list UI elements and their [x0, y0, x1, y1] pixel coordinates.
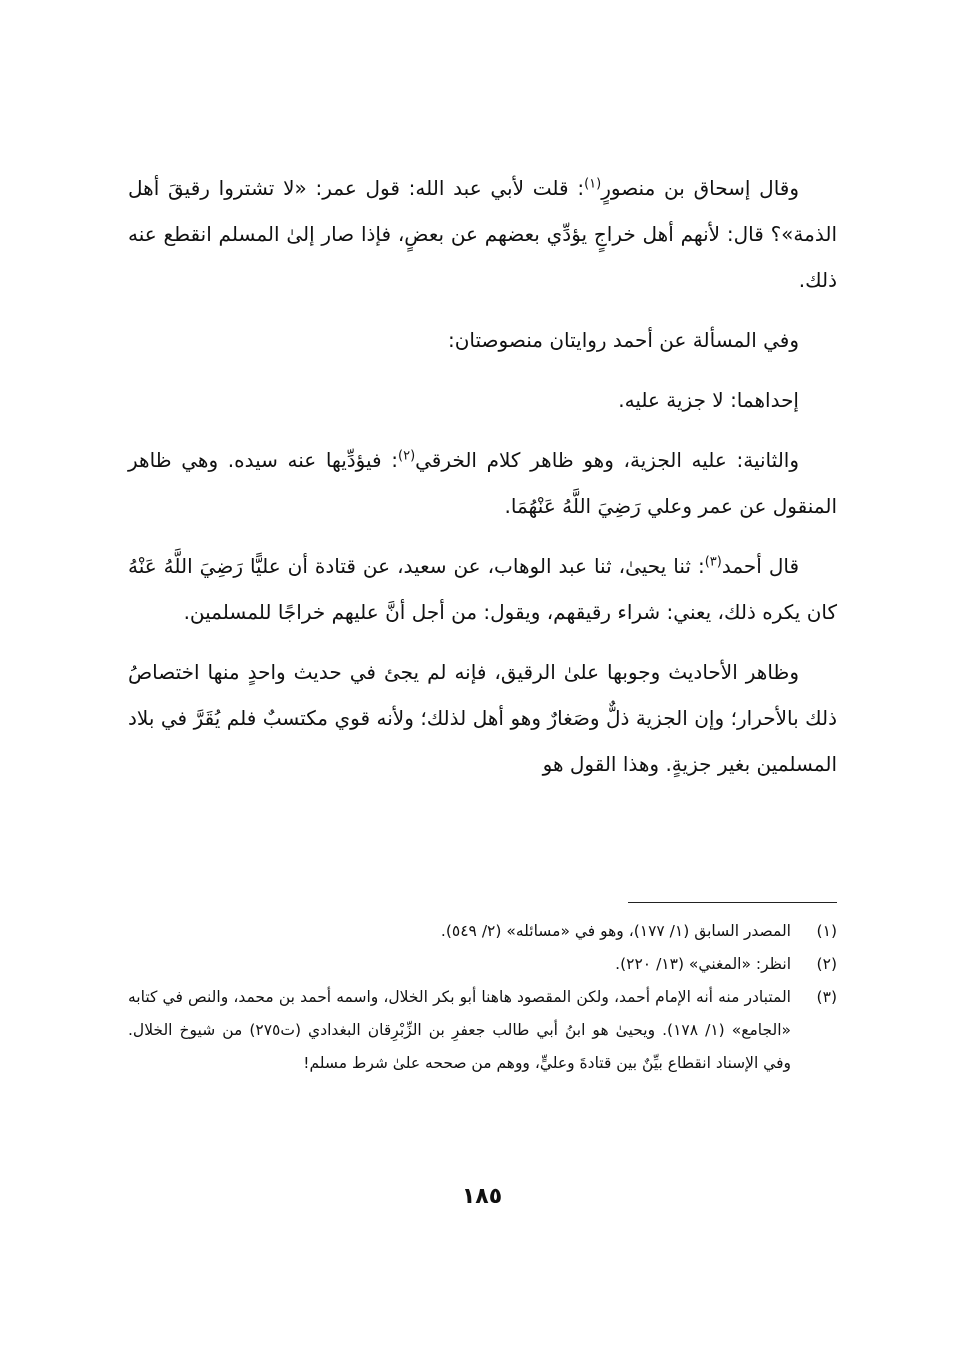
paragraph-1: [128, 165, 837, 303]
paragraph-text: إحداهما: لا جزية عليه.: [618, 388, 799, 412]
footnote-divider: [628, 902, 837, 903]
paragraph-2: [128, 317, 837, 363]
footnote-3: [128, 981, 837, 1080]
footnote-number: (١): [816, 922, 837, 940]
paragraph-text: : قلت لأبي عبد الله: قول عمر: «لا تشتروا رقيقَ أهل الذمة»؟ قال: لأنهم أهل خراجٍ يؤدِّي بعضهم عن بعضٍ، فإذا صار إلىٰ المسلم انقطع عنه ذلك.: [128, 176, 837, 292]
footnote-text: المصدر السابق (١/ ١٧٧)، وهو في «مسائله» (٢/ ٥٤٩).: [440, 922, 791, 940]
paragraph-5: [128, 543, 837, 635]
page-number: ١٨٥: [461, 1184, 503, 1209]
footnote-text: المتبادر منه أنه الإمام أحمد، ولكن المقصود هاهنا أبو بكر الخلال، واسمه أحمد بن محمد، والنص في كتابه «الجامع» (١/ ١٧٨). ويحيىٰ هو ابنُ أبي طالب جعفرِ بن الزِّبْرِقان البغدادي (ت٢٧٥) من شيوخ الخلال. وفي الإسناد انقطاع بيِّنٌ بين قتادةَ وعليٍّ، ووهم من صححه علىٰ شرط مسلم!: [128, 988, 791, 1072]
footnote-2: [128, 948, 837, 981]
paragraph-text: : فيؤدِّيها عنه سيده. وهي ظاهر المنقول عن عمر وعلي رَضِيَ اللَّهُ عَنْهُمَا.: [128, 448, 837, 518]
paragraph-6: [128, 649, 837, 787]
footnote-1: [128, 915, 837, 948]
footnotes-section: [128, 915, 837, 1080]
footnote-number: (٢): [816, 955, 837, 973]
footnote-text: انظر: «المغني» (١٣/ ٢٢٠).: [615, 955, 791, 973]
footnote-marker[interactable]: (٢): [398, 448, 416, 464]
paragraph-text: والثانية: عليه الجزية، وهو ظاهر كلام الخرقي: [415, 448, 799, 472]
paragraph-text: وظاهر الأحاديث وجوبها علىٰ الرقيق، فإنه لم يجئ في حديث واحدٍ منها اختصاصُ ذلك بالأحرار؛ وإن الجزية ذلٌّ وصَغارٌ وهو أهل لذلك؛ ولأنه قوي مكتسبٌ فلم يُقَرَّ في بلاد المسلمين بغير جزيةٍ. وهذا القول هو: [128, 660, 837, 776]
paragraph-text: : ثنا يحيىٰ، ثنا عبد الوهاب، عن سعيد، عن قتادة أن عليًّا رَضِيَ اللَّهُ عَنْهُ كان يكره ذلك، يعني: شراء رقيقهم، ويقول: من أجل أنَّ عليهم خراجًا للمسلمين.: [128, 554, 837, 624]
paragraph-text: وقال إسحاق بن منصورٍ: [601, 176, 800, 200]
footnote-number: (٣): [816, 988, 837, 1006]
footnote-marker[interactable]: (١): [584, 176, 602, 192]
paragraph-4: [128, 437, 837, 529]
paragraph-text: قال أحمد: [721, 554, 799, 578]
paragraph-text: وفي المسألة عن أحمد روايتان منصوصتان:: [448, 328, 799, 352]
paragraph-3: [128, 377, 837, 423]
main-text: [128, 165, 837, 801]
footnote-marker[interactable]: (٣): [704, 554, 722, 570]
